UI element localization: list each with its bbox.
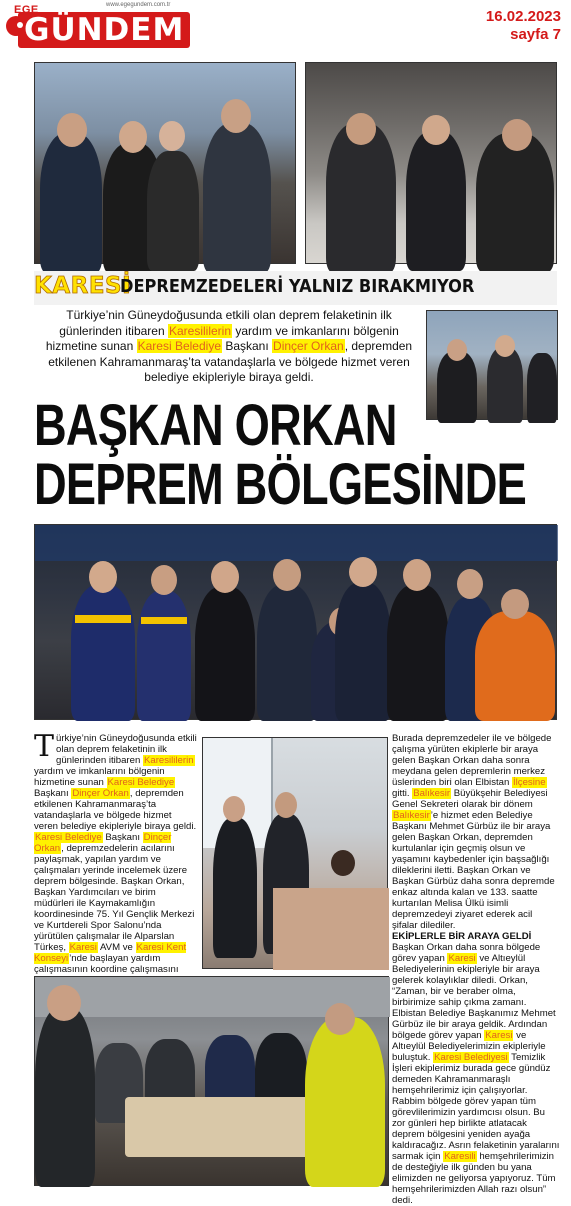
article-highlight: İlçesine xyxy=(513,777,546,788)
intro-highlight: Dinçer Orkan xyxy=(273,339,344,353)
logo-url: www.egegundem.com.tr xyxy=(106,2,171,8)
brand-word: KARESİ xyxy=(34,273,132,299)
article-column-right xyxy=(392,733,560,1206)
article-text: , depremden etkilenen Kahramanmaraş’ta vatandaşlarla ve bölgede hizmet veren belediye ekipleriyle biraya geldi. xyxy=(34,788,197,832)
photo-hospital-visit xyxy=(202,737,388,969)
main-headline-line-2: DEPREM BÖLGESİNDE xyxy=(34,452,526,517)
photo-small-street xyxy=(426,310,558,420)
intro-text: Türkiye’nin Güneydoğusunda etkili olan deprem felaketinin ilk günlerinden itibaren xyxy=(59,308,392,338)
article-highlight: Dinçer Orkan xyxy=(34,832,172,854)
article-highlight: Balıkesir xyxy=(393,810,430,821)
intro-highlight: Karesililerin xyxy=(168,323,232,338)
article-highlight: Karesi xyxy=(485,1030,513,1041)
article-text: hemşehrilerimizin de desteğiyle ilk günden bu yana elimizden ne geliyorsa yapıyoruz. Tüm hemşehrilerimizden Allah razı olsun” dedi. xyxy=(392,1151,556,1206)
photo-group-night xyxy=(34,524,557,720)
photo-street-meeting xyxy=(34,62,296,264)
flag-icon xyxy=(6,16,26,36)
article-highlight: Karesi Kent Konseyi xyxy=(34,942,187,964)
intro-highlight: Karesi Belediye xyxy=(137,339,221,353)
article-text: ve Altıeylül Belediyelerimizin ekipleriyle buluştuk. xyxy=(392,1030,546,1063)
issue-date: 16.02.2023 xyxy=(485,8,561,25)
article-text: gitti. xyxy=(392,788,413,799)
logo-small-text: EGE xyxy=(14,4,39,16)
intro-text: , depremden etkilenen Kahramanmaraş’ta vatandaşlarla ve bölgede hizmet veren belediye ekipleriyle biraya geldi. xyxy=(48,339,413,384)
article-text: yardım ve imkanlarını bölgenin hizmetine sunan xyxy=(34,766,165,788)
article-subhead: EKİPLERLE BİR ARAYA GELDİ xyxy=(392,931,532,942)
article-highlight: Karesi Belediye xyxy=(107,777,175,788)
article-text: Burada depremzedeler ile ve bölgede çalışma yürüten ekiplerle bir araya gelen Başkan Orkan daha sonra meydana gelen depremlerin merkez üslerinden biri olan Elbistan xyxy=(392,733,552,788)
article-text: Başkanı xyxy=(34,788,72,799)
drop-cap: T xyxy=(34,729,55,764)
headline-band xyxy=(34,271,557,305)
page-number: sayfa 7 xyxy=(510,26,561,43)
article-text: AVM ve xyxy=(97,942,136,953)
article-highlight: Karesi Belediye xyxy=(35,832,102,843)
intro-text: Başkanı xyxy=(222,339,273,353)
article-text: ’e hizmet eden Belediye Başkanı Mehmet Gürbüz ile bir araya gelen Başkan Orkan, depremden kurtulanlar için geçmiş olsun ve yaşamını kaybedenler için başsağlığı dileklerini iletti. Başkan Orkan ve Başkan Gürbüz daha sonra depremde enkaz altında kalan ve 133. saatte kurtarılan Melisa Ülkü isimli depremzedeyi ziyaret ederek acil şifalar dilediler. xyxy=(392,810,555,931)
article-column-left xyxy=(34,729,197,997)
article-text: ürkiye’nin Güneydoğusunda etkili olan deprem felaketinin ilk günlerinden itibaren xyxy=(56,733,197,766)
main-headline-line-1: BAŞKAN ORKAN xyxy=(34,393,397,458)
issue-info xyxy=(486,8,561,44)
article-text: , depremzedelerin acılarını paylaşmak, yapılan yardım ve çalışmaları yerinde incelemek üzere deprem bölgesinde. Başkan Orkan, Başkan Yardımcıları ve birim müdürleri ile Kaymakamlığın koordinesinde 75. Yıl Gençlik Merkezi ve Kurtdereli Spor Salonu’nda yürütülen çalışmalar ile Alparslan Türkeş, xyxy=(34,843,195,953)
article-text: Başkan Orkan daha sonra bölgede görev yapan xyxy=(392,942,541,964)
article-highlight: Dinçer Orkan xyxy=(72,788,129,799)
article-highlight: Karesililerin xyxy=(143,755,194,766)
logo-main-text: GÜNDEM xyxy=(24,12,185,48)
article-highlight: Karesili xyxy=(444,1151,476,1162)
article-text: ’nde başlayan yardım çalışmasının koordine çalışmasını xyxy=(34,953,179,975)
intro-text: yardım ve imkanlarını bölgenin hizmetine sunan xyxy=(45,323,399,353)
headline-band-title: DEPREMZEDELERİ YALNIZ BIRAKMIYOR xyxy=(120,276,475,297)
article-highlight: Karesi xyxy=(69,942,97,953)
article-highlight: Karesi xyxy=(448,953,476,964)
article-highlight: Karesi Belediyesi xyxy=(434,1052,508,1063)
article-text: ve Altıeylül Belediyelerinin ekipleriyle bir araya gelerek kolaylıklar diledi. Orkan, “Zaman, bir ve beraber olma, birbirimize sahip çıkma zamanı. Elbistan Belediye Başkanımız Mehmet Gürbüz ile bir araya geldik. Ardından bölgede görev yapan xyxy=(392,953,556,1041)
photo-tent-area xyxy=(305,62,557,264)
article-text: Temizlik İşleri ekiplerimiz burada gece gündüz demeden Kahramanmaraşlı hemşehrilerimiz için çalışıyorlar. Rabbim bölgede görev yapan tüm görevlilerimizin yardımcısı olsun. Bu zor günleri hep birlikte atlatacak deprem bölgesini yeniden ayağa kaldıracağız. Asrın felaketinin yaralarını sarmak için xyxy=(392,1052,560,1162)
article-text: Büyükşehir Belediyesi Genel Sekreteri olarak bir dönem xyxy=(392,788,548,810)
photo-workers-dinner xyxy=(34,976,389,1186)
article-highlight: Balıkesir xyxy=(413,788,451,799)
article-text: Başkanı xyxy=(102,832,143,843)
masthead-logo xyxy=(6,2,186,48)
intro-paragraph xyxy=(34,308,424,386)
